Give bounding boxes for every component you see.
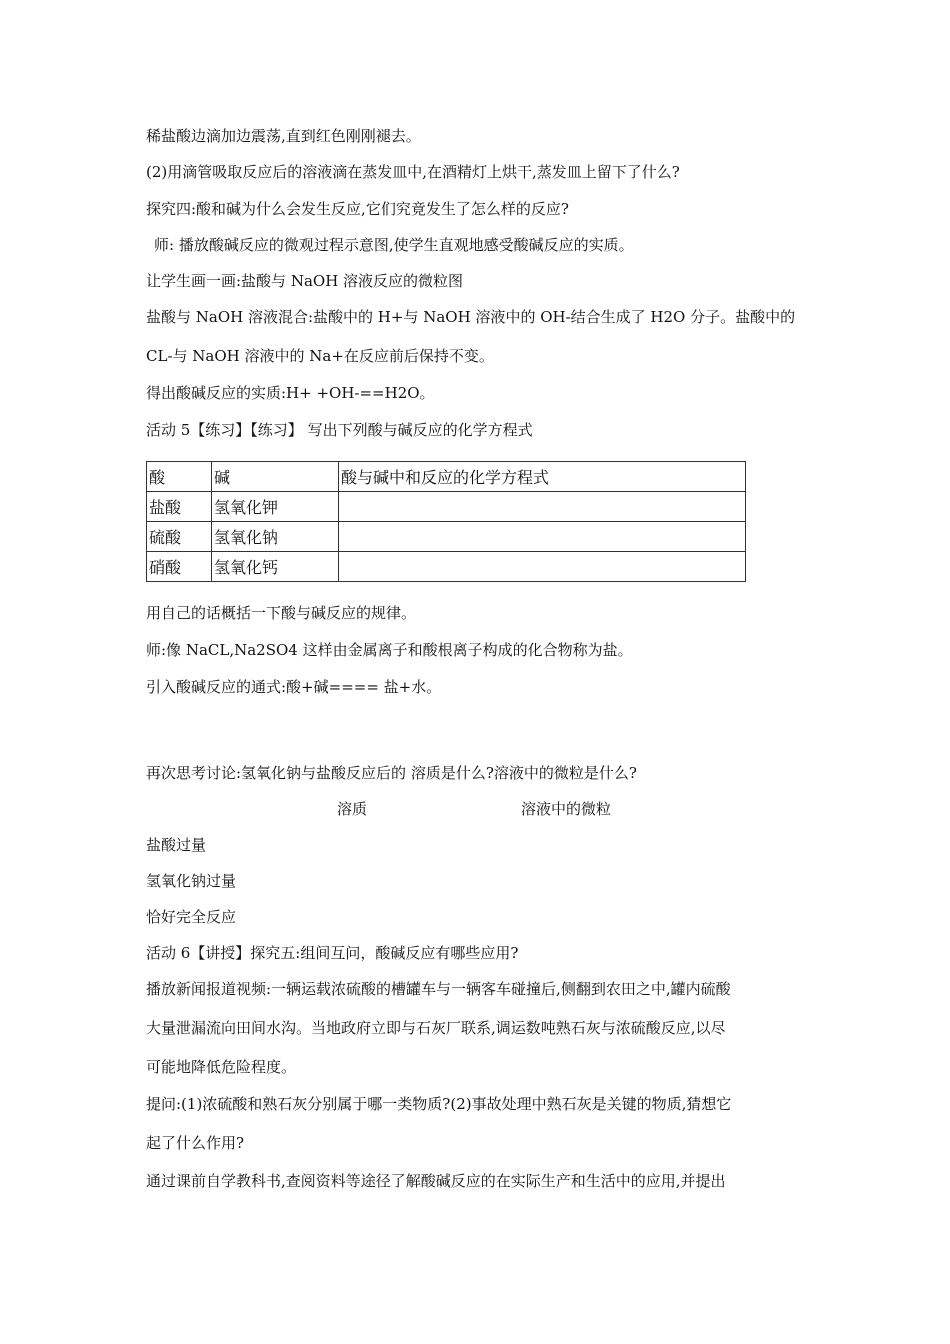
column-label-particles: 溶液中的微粒 [521,800,612,818]
paragraph-line: 让学生画一画:盐酸与 NaOH 溶液反应的微粒图 [146,272,464,290]
table-row [147,522,746,552]
paragraph-line: 大量泄漏流向田间水沟。当地政府立即与石灰厂联系,调运数吨熟石灰与浓硫酸反应,以尽 [146,1019,726,1037]
table-header-cell: 酸与碱中和反应的化学方程式 [339,462,746,492]
paragraph-line: 通过课前自学教科书,查阅资料等途径了解酸碱反应的在实际生产和生活中的应用,并提出 [146,1172,726,1190]
activity-heading: 活动 6【讲授】探究五:组间互问，酸碱反应有哪些应用? [146,944,519,962]
paragraph-line: CL-与 NaOH 溶液中的 Na+在反应前后保持不变。 [146,347,494,365]
table-cell-equation [339,492,746,522]
column-label-solute: 溶质 [337,800,368,818]
paragraph-line: 用自己的话概括一下酸与碱反应的规律。 [146,604,417,622]
table-cell-base: 氢氧化钾 [212,492,339,522]
table-header-cell: 酸 [147,462,212,492]
paragraph-line: 师: 播放酸碱反应的微观过程示意图,使学生直观地感受酸碱反应的实质。 [154,236,634,254]
paragraph-line: 提问:(1)浓硫酸和熟石灰分别属于哪一类物质?(2)事故处理中熟石灰是关键的物质,猜想它 [146,1095,732,1113]
paragraph-line: 播放新闻报道视频:一辆运载浓硫酸的槽罐车与一辆客车碰撞后,侧翻到农田之中,罐内硫酸 [146,980,731,998]
paragraph-line: 师:像 NaCL,Na2SO4 这样由金属离子和酸根离子构成的化合物称为盐。 [146,641,633,659]
table-cell-equation [339,552,746,582]
paragraph-line: 可能地降低危险程度。 [146,1058,297,1076]
activity-heading: 活动 5【练习】【练习】 写出下列酸与碱反应的化学方程式 [146,421,533,439]
table-cell-base: 氢氧化钠 [212,522,339,552]
paragraph-line: 探究四:酸和碱为什么会发生反应,它们究竟发生了怎么样的反应? [146,200,569,218]
paragraph-line: (2)用滴管吸取反应后的溶液滴在蒸发皿中,在酒精灯上烘干,蒸发皿上留下了什么? [146,163,680,181]
table-cell-base: 氢氧化钙 [212,552,339,582]
case-label: 氢氧化钠过量 [146,872,237,890]
table-row [147,552,746,582]
table-header-row [147,462,746,492]
table-cell-equation [339,522,746,552]
table-cell-acid: 硫酸 [147,522,212,552]
table-cell-acid: 硝酸 [147,552,212,582]
paragraph-line: 引入酸碱反应的通式:酸+碱==== 盐+水。 [146,678,442,696]
table-row [147,492,746,522]
paragraph-line: 稀盐酸边滴加边震荡,直到红色刚刚褪去。 [146,127,421,145]
reaction-table [146,461,746,582]
case-label: 盐酸过量 [146,836,207,854]
table-cell-acid: 盐酸 [147,492,212,522]
paragraph-line: 再次思考讨论:氢氧化钠与盐酸反应后的 溶质是什么?溶液中的微粒是什么? [146,764,637,782]
paragraph-line: 得出酸碱反应的实质:H+ +OH-==H2O。 [146,384,435,402]
paragraph-line: 起了什么作用? [146,1134,245,1152]
case-label: 恰好完全反应 [146,908,237,926]
table-header-cell: 碱 [212,462,339,492]
paragraph-line: 盐酸与 NaOH 溶液混合:盐酸中的 H+与 NaOH 溶液中的 OH-结合生成了 H2O 分子。盐酸中的 [146,308,796,326]
